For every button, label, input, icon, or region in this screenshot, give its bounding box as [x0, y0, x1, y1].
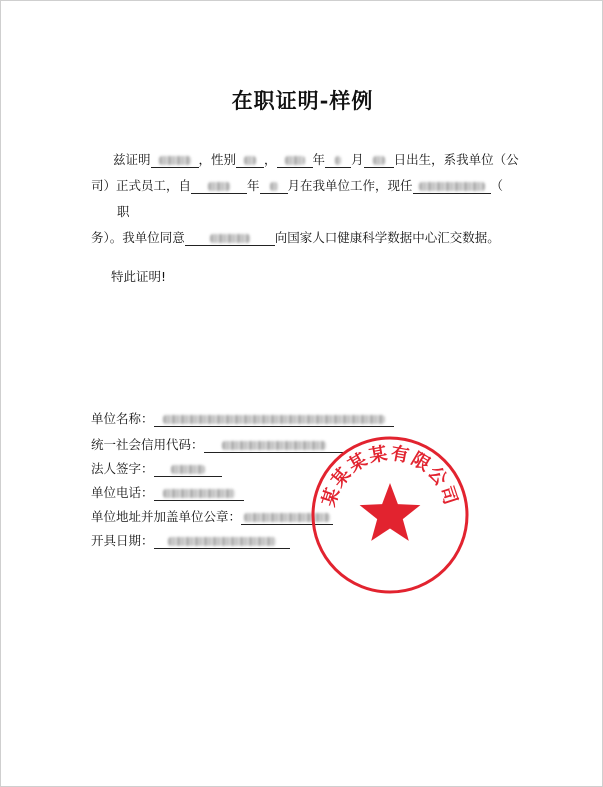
text-fragment: 职	[117, 204, 130, 219]
document-title: 在职证明-样例	[231, 88, 374, 113]
redacted-phone	[154, 486, 244, 501]
text-fragment: 月	[351, 152, 364, 167]
body-line-3	[91, 225, 521, 251]
field-phone	[91, 483, 244, 501]
redacted-gender	[236, 153, 264, 168]
field-address	[91, 507, 333, 525]
redacted-issue-date	[154, 534, 290, 549]
field-legal-rep	[91, 459, 222, 477]
redacted-birth-year	[277, 153, 313, 168]
text-fragment: 务）。我单位同意	[91, 230, 185, 245]
company-seal	[309, 434, 471, 596]
field-label: 法人签字：	[91, 461, 154, 476]
body-line-1	[91, 147, 521, 173]
redacted-legal-rep	[154, 462, 222, 477]
text-fragment: 日出生，系我单位（公	[393, 152, 519, 167]
text-fragment: 司）正式员工，自	[91, 178, 192, 193]
redacted-birth-month	[325, 153, 351, 168]
redacted-birth-day	[364, 153, 394, 168]
seal-text: 某某某某有限公司	[318, 442, 462, 510]
closing-statement: 特此证明!	[111, 269, 167, 284]
field-label: 开具日期：	[91, 533, 154, 548]
redacted-start-year	[191, 179, 247, 194]
redacted-start-month	[260, 179, 288, 194]
body-line-2	[91, 173, 521, 225]
redacted-name-2	[185, 231, 275, 246]
text-fragment: （	[490, 178, 504, 193]
text-fragment: 月在我单位工作，现任	[287, 178, 413, 193]
star-icon	[360, 483, 421, 541]
field-unit-name	[91, 409, 394, 427]
field-issue-date	[91, 531, 290, 549]
text-fragment: 向国家人口健康科学数据中心汇交数据。	[274, 230, 500, 245]
field-credit-code	[91, 435, 344, 453]
text-fragment: ，	[264, 152, 277, 167]
field-label: 单位地址并加盖单位公章：	[91, 509, 242, 524]
redacted-name	[151, 153, 199, 168]
field-label: 统一社会信用代码：	[91, 437, 204, 452]
field-label: 单位电话：	[91, 485, 154, 500]
text-fragment: 年	[247, 178, 260, 193]
redacted-position	[413, 179, 491, 194]
field-label: 单位名称：	[91, 411, 154, 426]
text-fragment: 年	[312, 152, 326, 167]
text-fragment: 兹证明	[113, 152, 151, 167]
redacted-unit-name	[154, 412, 394, 427]
text-fragment: ，性别	[198, 152, 237, 167]
body-paragraph	[91, 147, 521, 251]
